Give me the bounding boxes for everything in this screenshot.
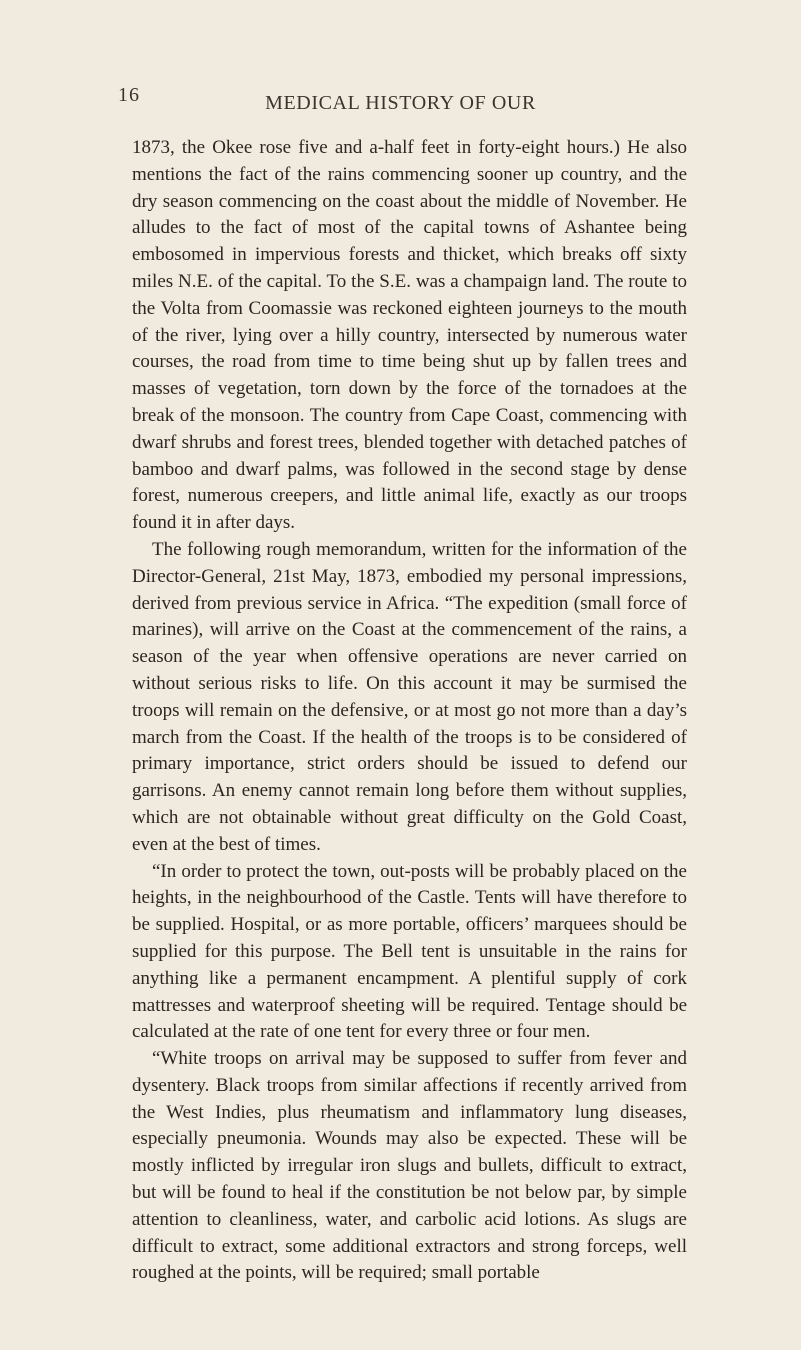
paragraph: “White troops on arrival may be supposed to suffer from fever and dysentery. Black troops from similar affections if recently arrived from the West Indies, plus rheumatism and inflammatory lung diseases, especially pneumonia. Wounds may also be expected. These will be mostly inflicted by irregular iron slugs and bullets, difficult to extract, but will be found to heal if the constitution be not below par, by simple attention to cleanliness, water, and carbolic acid lotions. As slugs are difficult to extract, some additional extractors and strong forceps, well roughed at the points, will be required; small portable	[132, 1048, 687, 1284]
paragraph: “In order to protect the town, out-posts will be probably placed on the heights, in the neighbourhood of the Castle. Tents will have therefore to be supplied. Hospital, or as more portable, officers’ marquees should be supplied for this purpose. The Bell tent is unsuitable in the rains for anything like a permanent encampment. A plentiful supply of cork mattresses and waterproof sheeting will be required. Tentage should be calculated at the rate of one tent for every three or four men.	[132, 860, 687, 1043]
body-text	[132, 135, 687, 1287]
page-number: 16	[118, 84, 140, 106]
paragraph: 1873, the Okee rose five and a-half feet in forty-eight hours.) He also mentions the fact of the rains commencing sooner up country, and the dry season commencing on the coast about the middle of November. He alludes to the fact of most of the capital towns of Ashantee being embosomed in impervious forests and thicket, which breaks off sixty miles N.E. of the capital. To the S.E. was a champaign land. The route to the Volta from Coomassie was reckoned eighteen journeys to the mouth of the river, lying over a hilly country, intersected by numerous water courses, the road from time to time being shut up by fallen trees and masses of vegetation, torn down by the force of the tornadoes at the break of the monsoon. The country from Cape Coast, commencing with dwarf shrubs and forest trees, blended together with detached patches of bamboo and dwarf palms, was followed in the second stage by dense forest, numerous creepers, and little animal life, exactly as our troops found it in after days.	[132, 137, 687, 534]
running-head: MEDICAL HISTORY OF OUR	[265, 92, 536, 114]
paragraph: The following rough memorandum, written for the information of the Director-General, 21st May, 1873, embodied my personal impressions, derived from previous service in Africa. “The expedition (small force of marines), will arrive on the Coast at the commencement of the rains, a season of the year when offensive operations are never carried on without serious risks to life. On this account it may be surmised the troops will remain on the defensive, or at most go not more than a day’s march from the Coast. If the health of the troops is to be considered of primary importance, strict orders should be issued to defend our garrisons. An enemy cannot remain long before them without supplies, which are not obtainable without great difficulty on the Gold Coast, even at the best of times.	[132, 538, 687, 855]
